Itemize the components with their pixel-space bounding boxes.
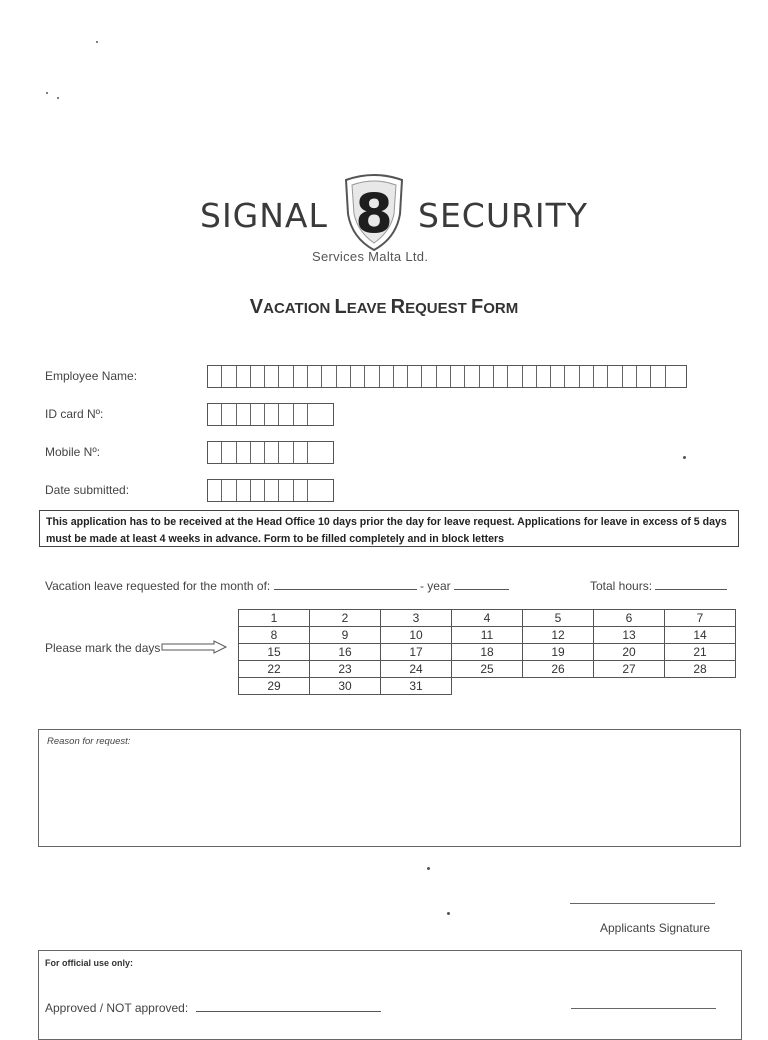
day-cell[interactable]: 13 [594,627,665,644]
day-cell[interactable]: 3 [381,610,452,627]
char-box[interactable] [222,366,236,387]
month-row [45,578,509,593]
day-cell[interactable]: 7 [665,610,736,627]
day-empty [452,678,523,695]
day-cell[interactable]: 11 [452,627,523,644]
signature-label: Applicants Signature [600,921,711,935]
month-field[interactable] [274,578,417,590]
scan-speck [447,912,450,915]
id-card-field[interactable] [207,403,334,426]
char-box[interactable] [437,366,451,387]
char-box[interactable] [222,404,236,425]
char-box[interactable] [480,366,494,387]
char-box[interactable] [623,366,637,387]
form-title: VACATION LEAVE REQUEST FORM [249,296,519,318]
char-box[interactable] [208,366,222,387]
day-cell[interactable]: 4 [452,610,523,627]
char-box[interactable] [580,366,594,387]
char-box[interactable] [322,366,336,387]
char-box[interactable] [380,366,394,387]
char-box[interactable] [394,366,408,387]
logo-word-security: SECURITY [418,196,588,235]
char-box[interactable] [651,366,665,387]
char-box[interactable] [451,366,465,387]
day-cell[interactable]: 26 [523,661,594,678]
instructions-notice: This application has to be received at the Head Office 10 days prior the day for leave request. Applications for leave in excess of 5 days must be made at least 4 weeks in advance. Form to be filled completely and in block letters [39,510,739,547]
char-box[interactable] [294,404,308,425]
scan-speck [57,97,59,99]
day-cell[interactable]: 12 [523,627,594,644]
official-signature-line[interactable] [571,1007,716,1009]
char-box[interactable] [294,366,308,387]
mobile-label: Mobile Nº: [45,445,101,459]
scan-speck [683,456,686,459]
char-box[interactable] [465,366,479,387]
shield-emblem-icon [340,172,408,252]
char-box[interactable] [251,366,265,387]
day-cell[interactable]: 24 [381,661,452,678]
char-box[interactable] [265,366,279,387]
scan-speck [96,41,98,43]
day-empty [523,678,594,695]
char-box[interactable] [565,366,579,387]
day-cell[interactable]: 1 [239,610,310,627]
char-box[interactable] [294,480,308,501]
days-row [239,678,736,695]
char-box[interactable] [251,480,265,501]
char-box[interactable] [308,404,322,425]
day-empty [594,678,665,695]
day-cell[interactable]: 14 [665,627,736,644]
mark-days-label: Please mark the days [45,641,161,655]
char-box[interactable] [279,480,293,501]
day-cell[interactable]: 30 [310,678,381,695]
year-field[interactable] [454,578,509,590]
days-row [239,610,736,627]
signature-line[interactable] [570,902,715,904]
char-box[interactable] [208,480,222,501]
date-submitted-label: Date submitted: [45,483,130,497]
char-box[interactable] [308,366,322,387]
char-box[interactable] [551,366,565,387]
day-cell[interactable]: 20 [594,644,665,661]
char-box[interactable] [308,442,322,463]
day-cell[interactable]: 17 [381,644,452,661]
date-submitted-field[interactable] [207,479,334,502]
char-box[interactable] [508,366,522,387]
char-box[interactable] [279,366,293,387]
char-box[interactable] [294,442,308,463]
char-box[interactable] [308,480,322,501]
char-box[interactable] [637,366,651,387]
day-cell[interactable]: 18 [452,644,523,661]
char-box[interactable] [279,442,293,463]
days-row [239,627,736,644]
day-cell[interactable]: 21 [665,644,736,661]
reason-label: Reason for request: [47,736,131,747]
year-label: - year [419,579,451,593]
char-box[interactable] [422,366,436,387]
day-empty [665,678,736,695]
approval-label: Approved / NOT approved: [45,1001,189,1015]
id-card-label: ID card Nº: [45,407,104,421]
logo-subtitle: Services Malta Ltd. [312,249,429,264]
scan-speck [46,92,48,94]
days-row [239,644,736,661]
char-box[interactable] [265,404,279,425]
total-hours-label: Total hours: [590,579,653,593]
char-box[interactable] [237,442,251,463]
char-box[interactable] [337,366,351,387]
char-box[interactable] [208,442,222,463]
official-use-box [38,950,742,1040]
approval-field[interactable] [196,1000,381,1012]
char-box[interactable] [222,480,236,501]
employee-name-field[interactable] [207,365,687,388]
day-cell[interactable]: 28 [665,661,736,678]
day-cell[interactable]: 10 [381,627,452,644]
day-cell[interactable]: 25 [452,661,523,678]
day-cell[interactable]: 29 [239,678,310,695]
char-box[interactable] [494,366,508,387]
approval-row [45,1000,381,1015]
char-box[interactable] [265,480,279,501]
char-box[interactable] [608,366,622,387]
day-cell[interactable]: 9 [310,627,381,644]
day-cell[interactable]: 15 [239,644,310,661]
char-box[interactable] [365,366,379,387]
mobile-field[interactable] [207,441,334,464]
char-box[interactable] [351,366,365,387]
arrow-right-icon [160,640,228,654]
total-hours-row [590,578,727,593]
scan-speck [427,867,430,870]
char-box[interactable] [279,404,293,425]
char-box[interactable] [237,366,251,387]
day-cell[interactable]: 27 [594,661,665,678]
day-cell[interactable]: 2 [310,610,381,627]
official-use-label: For official use only: [45,958,134,968]
day-cell[interactable]: 8 [239,627,310,644]
char-box[interactable] [408,366,422,387]
reason-box[interactable] [38,729,741,847]
day-cell[interactable]: 19 [523,644,594,661]
day-cell[interactable]: 31 [381,678,452,695]
day-cell[interactable]: 23 [310,661,381,678]
char-box[interactable] [666,366,680,387]
days-row [239,661,736,678]
logo-word-signal: SIGNAL [200,196,328,235]
char-box[interactable] [251,404,265,425]
day-cell[interactable]: 22 [239,661,310,678]
day-cell[interactable]: 5 [523,610,594,627]
month-label: Vacation leave requested for the month of: [45,579,271,593]
employee-name-label: Employee Name: [45,369,138,383]
char-box[interactable] [265,442,279,463]
day-cell[interactable]: 16 [310,644,381,661]
day-cell[interactable]: 6 [594,610,665,627]
char-box[interactable] [594,366,608,387]
char-box[interactable] [237,404,251,425]
total-hours-field[interactable] [655,578,727,590]
char-box[interactable] [208,404,222,425]
char-box[interactable] [222,442,236,463]
logo-emblem-number: 8 [355,182,393,245]
char-box[interactable] [237,480,251,501]
char-box[interactable] [537,366,551,387]
char-box[interactable] [251,442,265,463]
char-box[interactable] [523,366,537,387]
days-grid [238,609,736,695]
